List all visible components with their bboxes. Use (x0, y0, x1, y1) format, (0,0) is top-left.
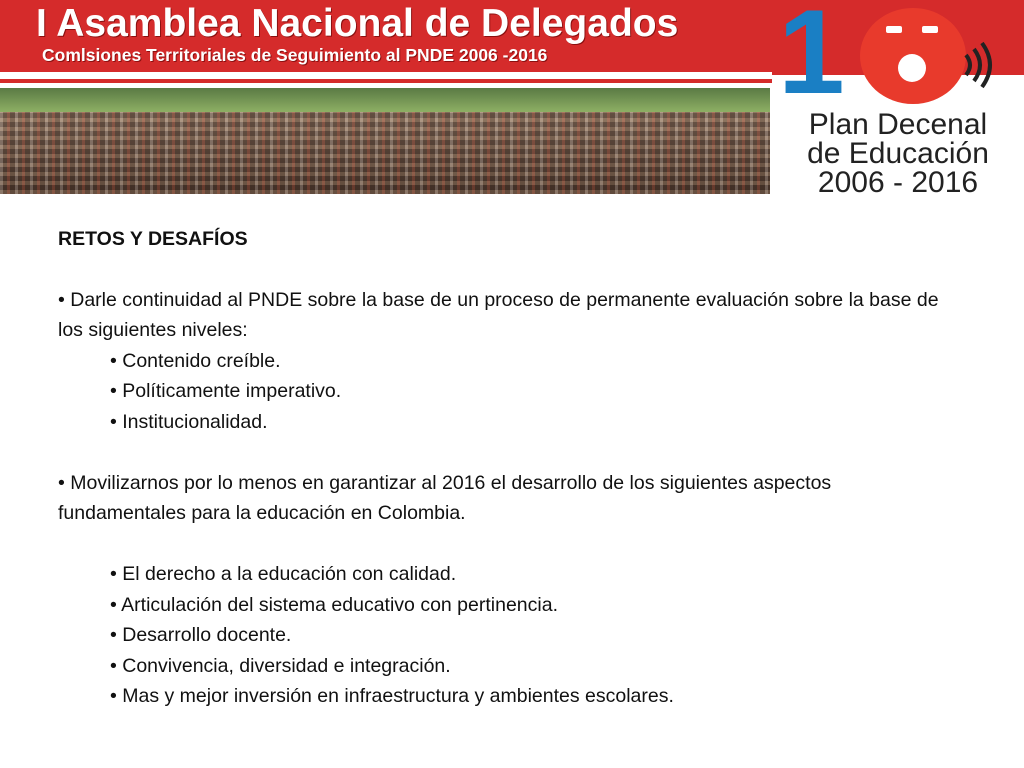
logo-line-2: de Educación (807, 137, 989, 170)
point-1-item (58, 376, 958, 407)
bullet-icon: • (110, 410, 117, 433)
spacer (58, 529, 958, 560)
point-2-item-text: Desarrollo docente. (122, 624, 292, 646)
bullet-icon: • (110, 624, 117, 646)
banner-title: I Asamblea Nacional de Delegados (36, 2, 679, 45)
logo-dash-left (886, 26, 902, 33)
photo-crowd (0, 112, 770, 194)
logo-text (772, 110, 1024, 196)
logo-line-1: Plan Decenal (808, 108, 988, 141)
plan-decenal-logo (772, 0, 1024, 196)
slide-content (58, 224, 958, 712)
point-1-text: Darle continuidad al PNDE sobre la base de un proceso de permanente evaluación sobre la base de los siguientes niveles: (58, 288, 939, 341)
bullet-icon: • (110, 654, 117, 677)
point-2-item (58, 620, 958, 651)
point-2-item (58, 559, 958, 590)
logo-line-3: 2006 - 2016 (817, 166, 979, 196)
point-1 (58, 285, 958, 346)
logo-zero-face-icon (860, 8, 966, 104)
point-1-item-text: Contenido creíble. (122, 349, 281, 372)
banner-subtitle: Comlsiones Territoriales de Seguimiento al PNDE 2006 -2016 (42, 45, 548, 65)
point-2-item-text: Articulación del sistema educativo con pertinencia. (121, 593, 558, 616)
point-1-item-text: Políticamente imperativo. (122, 380, 342, 402)
point-2-item-text: El derecho a la educación con calidad. (122, 563, 457, 585)
bullet-icon: • (110, 563, 117, 585)
logo-number-one: 1 (778, 0, 845, 119)
crowd-photo (0, 88, 770, 194)
spacer (58, 437, 958, 468)
point-2-item-text: Mas y mejor inversión en infraestructura y ambientes escolares. (122, 685, 674, 707)
point-2-item (58, 681, 958, 712)
point-2-text: Movilizarnos por lo menos en garantizar al 2016 el desarrollo de los siguientes aspectos fundamentales para la educación en Colombia. (58, 471, 832, 524)
bullet-icon: • (110, 685, 117, 707)
point-1-item (58, 407, 958, 438)
bullet-icon: • (110, 349, 117, 372)
slide-heading: RETOS Y DESAFÍOS (58, 228, 248, 250)
bullet-icon: • (58, 471, 65, 494)
bullet-icon: • (58, 288, 65, 311)
bullet-icon: • (110, 593, 117, 616)
banner-underline (0, 79, 772, 83)
point-2-item-text: Convivencia, diversidad e integración. (122, 654, 451, 677)
point-2-item (58, 590, 958, 621)
point-2-item (58, 651, 958, 682)
banner-stripe (0, 72, 772, 75)
logo-dash-right (922, 26, 938, 33)
point-1-item (58, 346, 958, 377)
point-1-item-text: Institucionalidad. (122, 410, 268, 433)
bullet-icon: • (110, 380, 117, 402)
logo-dot (898, 54, 926, 82)
point-2 (58, 468, 958, 529)
sound-waves-icon (962, 40, 1002, 90)
